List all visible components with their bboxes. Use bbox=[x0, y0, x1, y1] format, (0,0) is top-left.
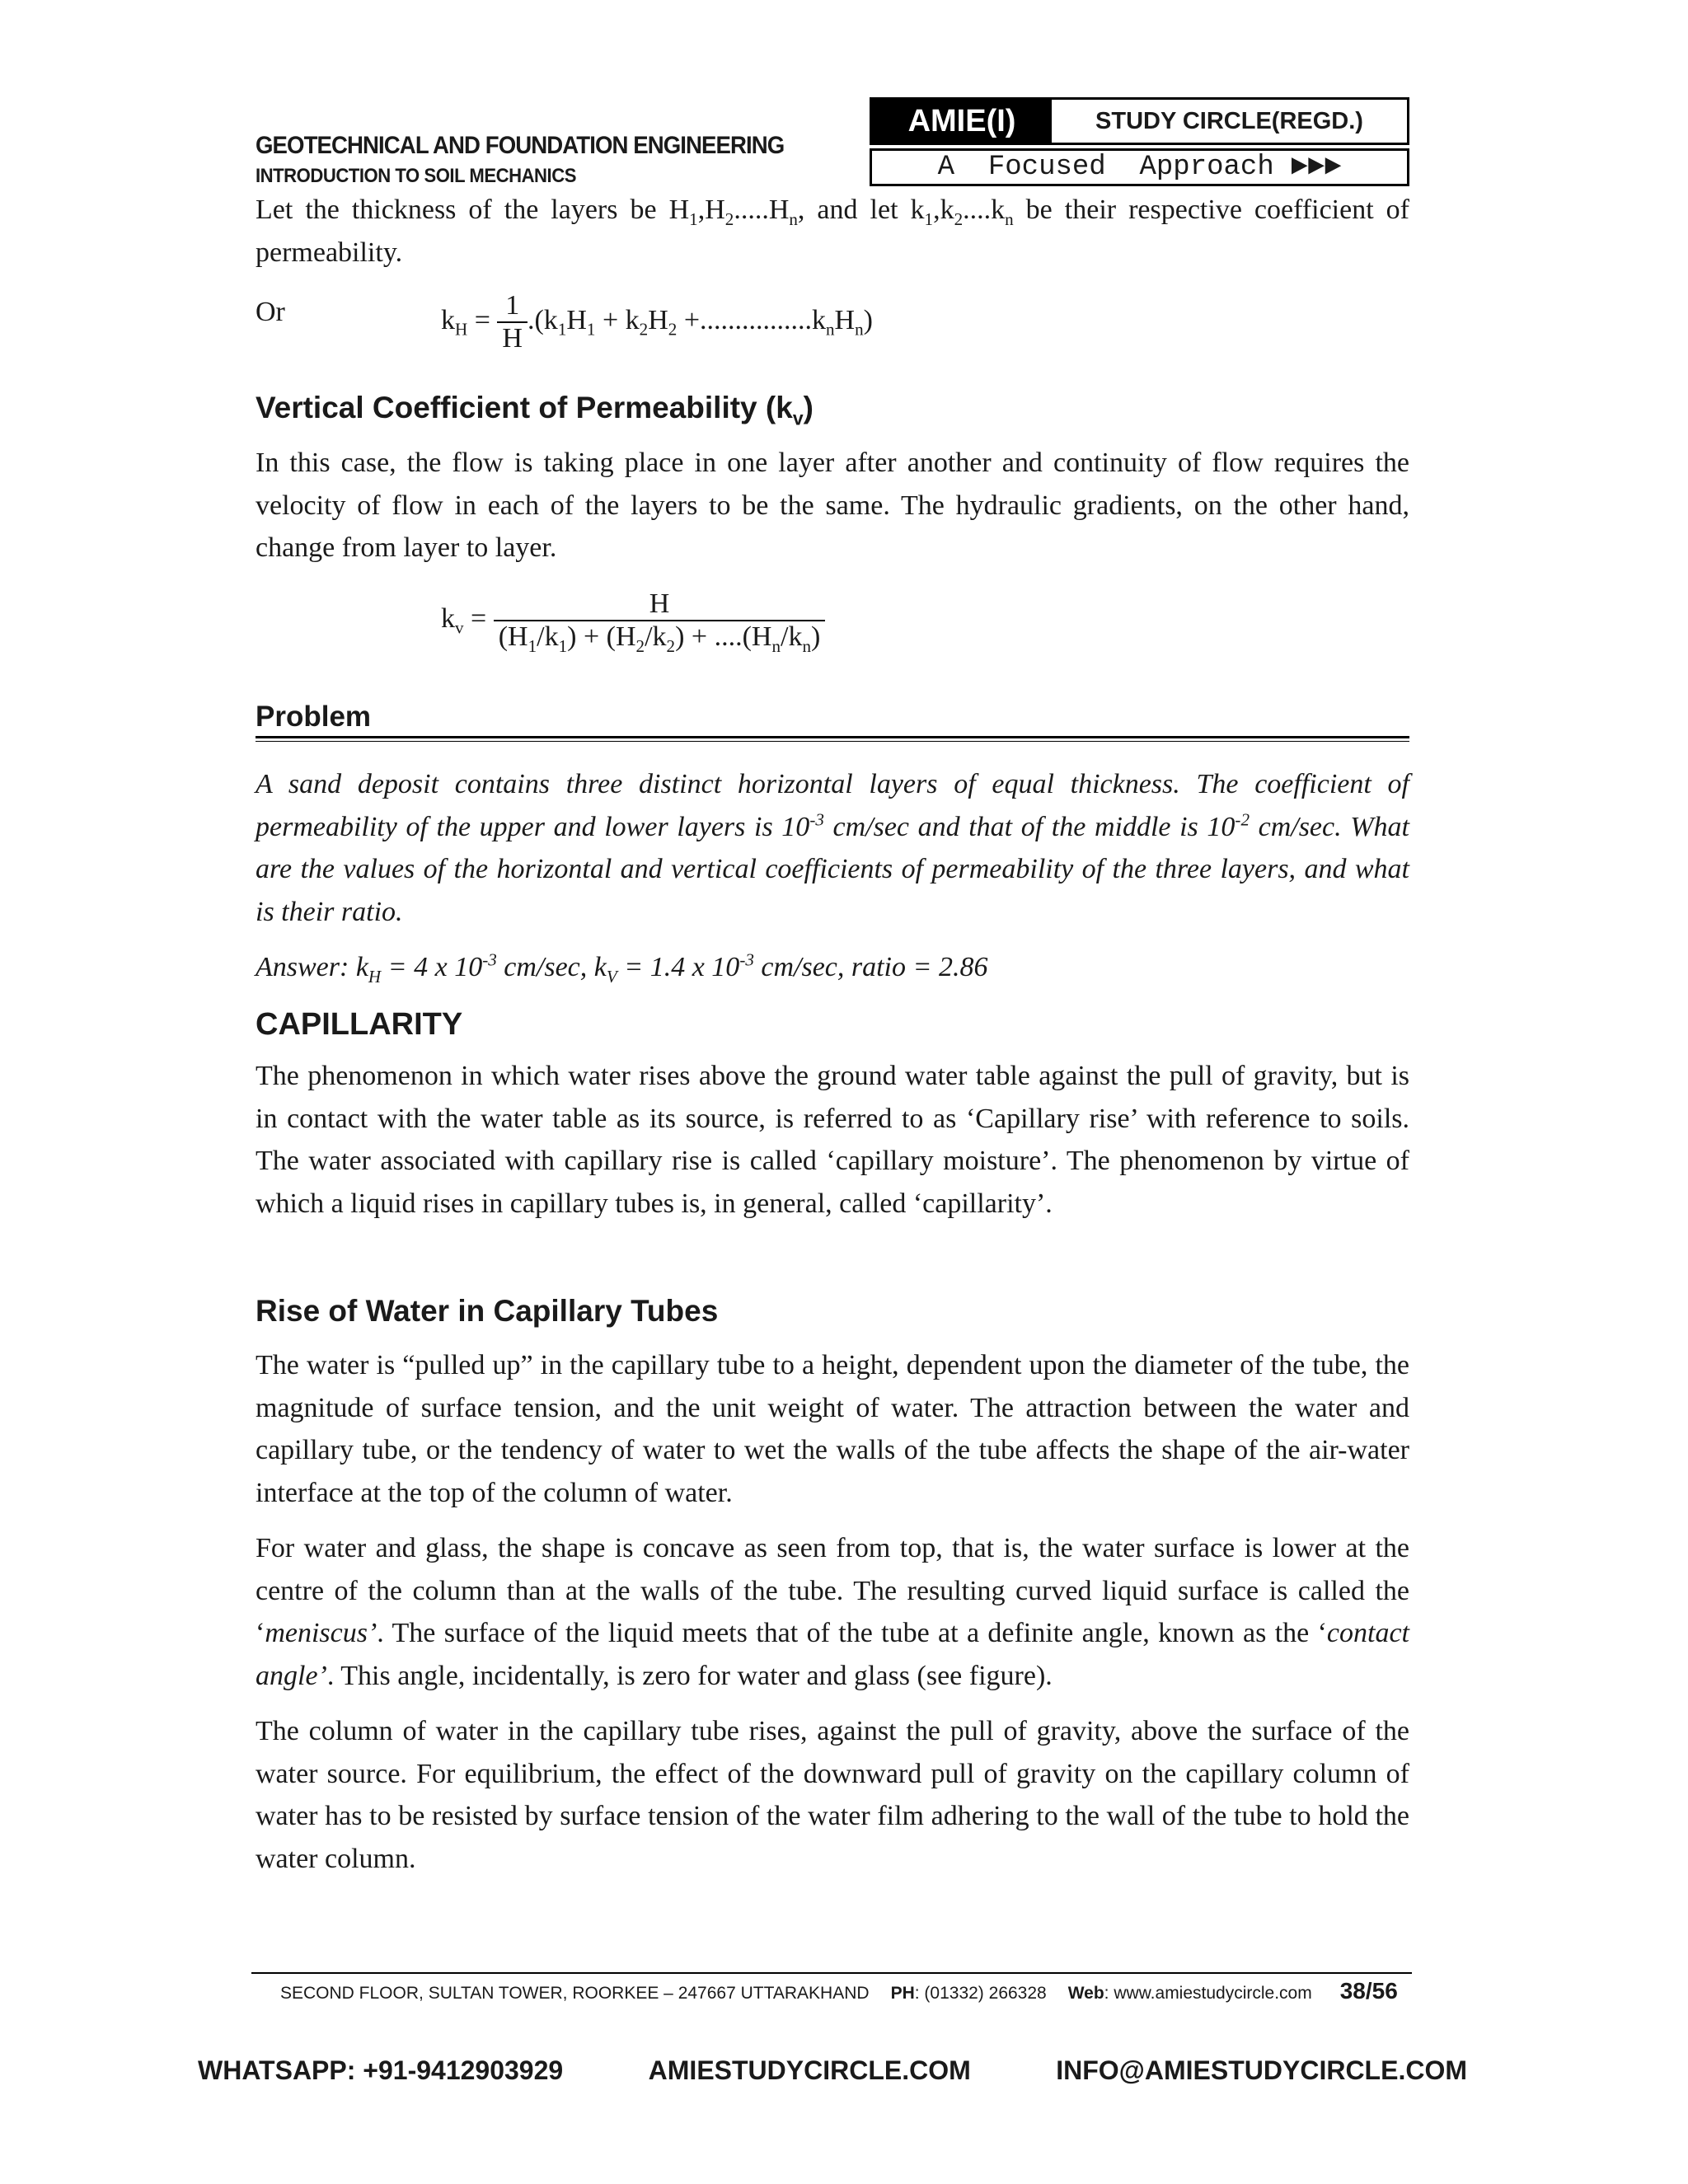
equation-horizontal-permeability: $k_H$ = $\frac{1}{H}$ $.(k_1H_1 + k_2H_2 +................k_nH_n)$ bbox=[441, 290, 873, 354]
footer-web-link[interactable]: : www.amiestudycircle.com bbox=[1104, 1984, 1312, 2003]
brand-tagline: A Focused Approach ►►► bbox=[870, 148, 1409, 186]
footer-address: SECOND FLOOR, SULTAN TOWER, ROORKEE – 247667 UTTARAKHAND bbox=[280, 1984, 870, 2003]
contact-bar bbox=[198, 2055, 1467, 2086]
capillarity-heading: CAPILLARITY bbox=[256, 1007, 463, 1042]
problem-answer: Answer: $k_H = 4$ x $10^{-3}$ cm/sec, $k_V = 1.4$ x $10^{-3}$ cm/sec, ratio = 2.86 bbox=[256, 949, 988, 987]
brand-study-circle: STUDY CIRCLE(REGD.) bbox=[1095, 107, 1363, 134]
fraction-one-over-h: $\frac{1}{H}$ bbox=[497, 290, 528, 354]
course-title: GEOTECHNICAL AND FOUNDATION ENGINEERING bbox=[256, 132, 785, 159]
capillarity-paragraph: The phenomenon in which water rises above the ground water table against the pull of gravity, but is in contact with the water table as its source, is referred to as ‘Capillary rise’ with reference to soils. The water associated with capillary rise is called ‘capillary moisture’. The phenomenon by virtue of which a liquid rises in capillary tubes is, in general, called ‘capillarity’. bbox=[256, 1061, 1409, 1219]
document-header bbox=[256, 132, 830, 188]
equation-prefix-or: Or bbox=[256, 297, 285, 327]
problem-heading: Problem bbox=[256, 701, 372, 733]
problem-divider bbox=[256, 736, 1409, 738]
footer-web-label: Web bbox=[1067, 1984, 1104, 2003]
footer-address-line bbox=[280, 1978, 1398, 2004]
rise-paragraph-1: The water is “pulled up” in the capillary tube to a height, dependent upon the diameter of the tube, the magnitude of surface tension, and the unit weight of water. The attraction between the water and capillary tube, or the tendency of water to wet the walls of the tube affects the shape of the air-water interface at the top of the column of water. bbox=[256, 1350, 1409, 1508]
chapter-title: INTRODUCTION TO SOIL MECHANICS bbox=[256, 165, 576, 187]
brand-amie: AMIE(I) bbox=[872, 100, 1052, 143]
vertical-permeability-heading: Vertical Coefficient of Permeability $(k_v)$ bbox=[256, 391, 814, 429]
rise-paragraph-2: For water and glass, the shape is concave as seen from top, that is, the water surface is lower at the centre of the column than at the walls of the tube. The resulting curved liquid surface is called the ‘meniscus’. The surface of the liquid meets that of the tube at a definite angle, known as the ‘contact angle’. This angle, incidentally, is zero for water and glass (see figure). bbox=[256, 1533, 1409, 1691]
footer-phone: : (01332) 266328 bbox=[914, 1984, 1047, 2003]
whatsapp-contact[interactable]: WHATSAPP: +91-9412903929 bbox=[198, 2055, 564, 2085]
email-link[interactable]: INFO@AMIESTUDYCIRCLE.COM bbox=[1056, 2055, 1467, 2085]
footer-phone-label: PH bbox=[890, 1984, 915, 2003]
fraction-kv: $\frac{H}{(H_1/k_1) + (H_2/k_2) + ....(H_n/k_n)}$ bbox=[494, 588, 826, 653]
footer-divider bbox=[251, 1972, 1412, 1974]
problem-divider-thin bbox=[256, 741, 1409, 742]
rise-paragraph-3: The column of water in the capillary tube rises, against the pull of gravity, above the surface of the water source. For equilibrium, the effect of the downward pull of gravity on the capillary column of water has to be resisted by surface tension of the water film adhering to the wall of the tube to hold the water column. bbox=[256, 1716, 1409, 1874]
vertical-permeability-paragraph: In this case, the flow is taking place in one layer after another and continuity of flow requires the velocity of flow in each of the layers to be the same. The hydraulic gradients, on the other hand, change from layer to layer. bbox=[256, 448, 1409, 563]
rise-of-water-heading: Rise of Water in Capillary Tubes bbox=[256, 1294, 719, 1328]
equation-vertical-permeability: $k_v$ = $\frac{H}{(H_1/k_1) + (H_2/k_2) + ....(H_n/k_n)}$ bbox=[441, 588, 825, 653]
brand-logo-box bbox=[870, 97, 1409, 145]
problem-statement: A sand deposit contains three distinct horizontal layers of equal thickness. The coefficient of permeability of the upper and lower layers is $10^{-3}$ cm/sec and that of the middle is $10^{-2}$ cm/sec. What are the values of the horizontal and vertical coefficients of permeability of the three layers, and what is their ratio. bbox=[256, 769, 1409, 927]
layers-intro-paragraph: Let the thickness of the layers be $H_1,H_2.....H_n$, and let $k_1,k_2....k_n$ be their respective coefficient of permeability. bbox=[256, 194, 1409, 268]
page-number: 38/56 bbox=[1339, 1978, 1398, 2004]
website-link[interactable]: AMIESTUDYCIRCLE.COM bbox=[648, 2055, 971, 2085]
